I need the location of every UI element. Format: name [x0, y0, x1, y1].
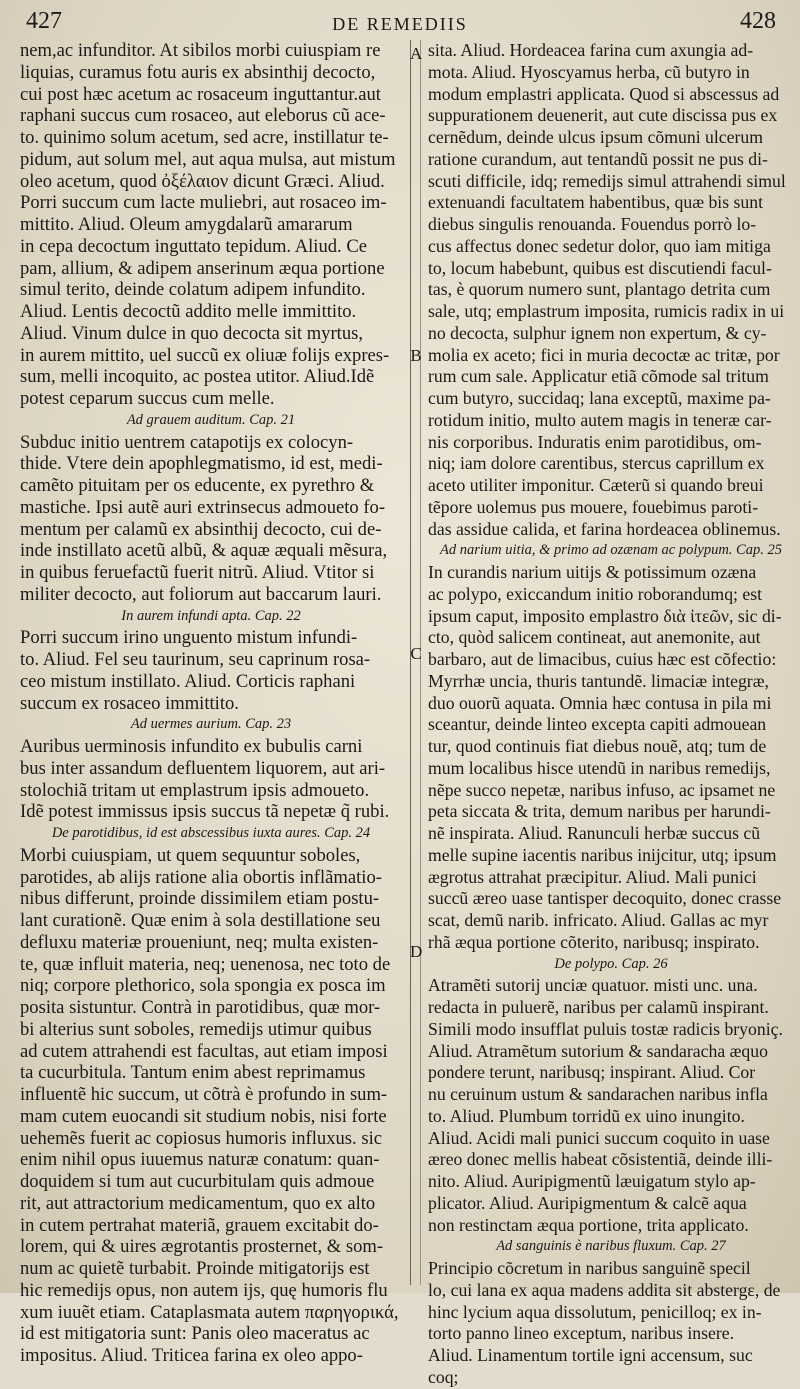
text-line: ad cutem attrahendi est facultas, aut etiam imposi [20, 1040, 388, 1062]
page-number-left: 427 [26, 8, 62, 34]
text-line: torto panno lineo exceptum, naribus insere. [428, 1323, 735, 1344]
text-line: nis corporibus. Induratis enim parotidibus, om- [428, 431, 762, 452]
left-text-column [20, 40, 402, 1366]
margin-letter-a: A [410, 44, 423, 63]
text-line: nito. Aliud. Auripigmentũ læuigatum stylo ap- [428, 1171, 756, 1191]
text-line: tẽpore uolemus pus mouere, fouebimus paroti- [428, 496, 759, 517]
text-line: nẽpe succo nepetæ, naribus infuso, ac ipsamet ne [428, 779, 776, 800]
text-line: mum localibus hisce utendũ in naribus remedijs, [428, 757, 771, 778]
text-line: enim nihil opus iuuemus naturæ conatum: quan- [20, 1149, 380, 1171]
text-line: diebus singulis renouanda. Fouendus porrò lo- [428, 214, 757, 234]
text-line: pondere terunt, naribusq; inspirant. Aliud. Cor [428, 1062, 756, 1083]
page-number-right: 428 [740, 8, 776, 34]
text-line: ta cucurbitula. Tantum enim abest reprimamus [20, 1062, 366, 1084]
text-line: pam, allium, & adipem anserinum æqua portione [20, 257, 385, 279]
text-line: mastiche. Ipsi autẽ auri extrinsecus admoueto fo- [20, 496, 386, 518]
text-line: aceto utiliter imponitur. Cæterũ si quando breui [428, 475, 764, 495]
text-line: mota. Aliud. Hyoscyamus herba, cũ butyro in [428, 61, 750, 82]
text-line: bi alterius sunt soboles, remedijs utimur quibus [20, 1018, 372, 1040]
text-line: Aliud. Atramẽtum sutorium & sandaracha æquo [428, 1040, 768, 1061]
text-line: niq; iam dolore carentibus, stercus caprillum ex [428, 453, 765, 474]
text-line: mittito. Aliud. Oleum amygdalarũ amararum [20, 214, 353, 235]
text-line: rum cum sale. Applicatur etiã cõmode sal tritum [428, 366, 769, 387]
text-line: influentẽ hic succum, ut cõtrà è profundo in sum- [20, 1084, 388, 1105]
text-line: Morbi cuiuspiam, ut quem sequuntur soboles, [20, 844, 361, 866]
text-line: sum, melli incoquito, ac postea utitor. Aliud.Idẽ [20, 366, 375, 388]
text-line: hinc lycium aqua dissolutum, penicilloq; ex in- [428, 1301, 762, 1322]
text-line: Auribus uerminosis infundito ex bubulis carni [20, 736, 363, 757]
text-line: nẽ inspirata. Aliud. Ranunculi herbæ succus cũ [428, 823, 761, 843]
text-line: succũ æreo uase tantisper decoquito, donec crasse [428, 888, 782, 909]
text-line: sceantur, deinde linteo excepta capiti admouean [428, 714, 767, 735]
text-line: das assidue calida, et farina hordeacea oblinemus. [428, 518, 781, 539]
text-line: impositus. Aliud. Triticea farina ex oleo appo- [20, 1345, 363, 1366]
text-line: suppurationem deuenerit, aut cute discissa pus ex [428, 105, 778, 126]
margin-letter-b: B [410, 346, 422, 365]
text-line: id est mitigatoria sunt: Panis oleo maceratus ac [20, 1323, 370, 1345]
text-line: Subduc initio uentrem catapotijs ex colocyn- [20, 431, 354, 453]
text-line: Aliud. Lentis decoctũ addito melle immittito. [20, 301, 357, 322]
text-line: doquidem si tum aut cucurbitulam quis admoue [20, 1171, 375, 1192]
text-line: defluxu materiæ proueniunt, neq; multa existen- [20, 931, 379, 953]
text-line: niq; corpore plethorico, sola spongia ex posca im [20, 975, 386, 997]
text-line: Aliud. Vinum dulce in quo decocta sit myrtus, [20, 322, 363, 344]
text-line: cui post hæc acetum ac rosaceum inguttantur.aut [20, 83, 381, 105]
chapter-heading: Ad sanguinis è naribus fluxum. Cap. 27 [496, 1238, 726, 1255]
text-line: redacta in puluerẽ, naribus per calamũ inspirant. [428, 997, 769, 1017]
text-line: to. Aliud. Fel seu taurinum, seu caprinum rosa- [20, 649, 371, 670]
text-line: sita. Aliud. Hordeacea farina cum axungia ad- [428, 40, 754, 60]
text-line: liquias, curamus fotu auris ex absinthij decocto, [20, 61, 376, 83]
text-line: lant curationẽ. Quæ enim à sola destillatione seu [20, 910, 381, 931]
text-line: num ac quietẽ turbabit. Proinde mitigatorijs est [20, 1258, 370, 1279]
text-line: cus affectus donec sedetur dolor, quo iam mitiga [428, 235, 771, 256]
text-line: in quibus feruefactũ fuerit nitrũ. Aliud. Vtitor si [20, 562, 375, 583]
text-line: ratione curandum, aut tentandũ possit ne pus di- [428, 148, 768, 169]
text-line: succum ex rosaceo immittito. [20, 692, 239, 714]
text-line: ægrotus attrahat præcipitur. Aliud. Mali punici [428, 866, 757, 887]
chapter-heading: Ad uermes aurium. Cap. 23 [130, 716, 292, 733]
text-line: nibus differunt, proinde dissimilem etiam postu- [20, 888, 380, 910]
text-line: raphani succus cum rosaceo, aut eleborus cũ ace- [20, 105, 386, 127]
text-line: rit, aut attractorium medicamentum, quo ex alto [20, 1192, 376, 1214]
text-line: hic remedijs opus, non autem ijs, quę humoris flu [20, 1279, 388, 1301]
text-line: coq; [428, 1366, 459, 1387]
text-line: oleo acetum, quod ὀξέλαιον dicunt Græci. Aliud. [20, 170, 385, 192]
text-line: duo ouorũ aquata. Omnia hæc contusa in pila mi [428, 692, 772, 713]
text-line: uehemẽs fuerit ac copiosus humoris influxus. sic [20, 1127, 382, 1149]
text-line: Porri succum cum lacte muliebri, aut rosaceo im- [20, 192, 387, 214]
text-line: militer decocto, aut foliorum aut baccarum lauri. [20, 583, 382, 605]
text-line: thide. Vtere dein apophlegmatismo, id est, medi- [20, 453, 383, 475]
text-line: æreo donec mellis habeat cõsistentiã, deinde illi- [428, 1149, 773, 1170]
text-line: non restinctam æqua portione, trita applicato. [428, 1214, 749, 1235]
text-line: Myrrhæ uncia, thuris tantundẽ. limaciæ integræ, [428, 670, 769, 691]
text-line: cum butyro, succidaq; lana exceptũ, maxime pa- [428, 388, 771, 408]
text-line: plicator. Aliud. Auripigmentum & calcẽ aqua [428, 1192, 747, 1213]
text-line: ac polypo, exiccandum initio roborandumq; est [428, 583, 763, 604]
text-line: sale, utq; emplastrum imposita, rumicis radix in ui [428, 301, 785, 321]
text-line: to, locum habebunt, quibus est discutiendi facul- [428, 257, 772, 278]
text-line: inde instillato acetũ albũ, & aquæ æquali mẽsura, [20, 540, 388, 562]
text-line: ceo mistum instillato. Aliud. Corticis raphani [20, 670, 356, 692]
text-line: scuti difficile, idq; remedijs simul attrahendi simul [428, 170, 786, 191]
text-line: potest ceparum succus cum melle. [20, 388, 275, 409]
text-line: posita sistuntur. Contrà in parotidibus, quæ mor- [20, 997, 381, 1018]
text-line: tas, è quorum numero sunt, plantago detrita cum [428, 279, 771, 300]
text-line: mentum per calamũ ex absinthij decocto, cui de- [20, 518, 382, 540]
text-line: no decocta, sulphur ignem non expertum, & cy- [428, 322, 767, 343]
text-line: parotides, ab alijs ratione alia obortis inflãmatio- [20, 866, 382, 888]
text-line: Principio cõcretum in naribus sanguinẽ specil [428, 1258, 751, 1278]
text-line: to. Aliud. Plumbum torridũ ex uino inungito. [428, 1105, 745, 1126]
text-line: cernẽdum, deinde ulcus ipsum cõmuni ulcerum [428, 127, 763, 147]
chapter-heading: Ad narium uitia, & primo ad ozænam ac polypum. Cap. 25 [440, 542, 782, 559]
text-line: Atramẽti sutorij unciæ quatuor. misti unc. una. [428, 975, 758, 996]
text-line: simul terito, deinde colatum adipem infundito. [20, 279, 366, 301]
chapter-heading: De polypo. Cap. 26 [554, 955, 668, 972]
margin-letter-c: C [410, 644, 422, 663]
text-line: ipsum caput, imposito emplastro διὰ ἰτεῶν, sic di- [428, 605, 782, 626]
text-line: in aurem mittito, uel succũ ex oliuæ folijs expres- [20, 344, 390, 366]
text-line: te, quæ influit materia, neq; uenenosa, nec toto de [20, 953, 391, 975]
text-line: rhã æqua portione cõterito, naribusq; inspirato. [428, 931, 760, 952]
text-line: scat, demũ narib. infricato. Aliud. Gallas ac myr [428, 910, 769, 930]
text-line: barbaro, aut de limacibus, cuius hæc est cõfectio: [428, 649, 777, 669]
text-line: rotidum initio, multo autem magis in teneræ car- [428, 409, 772, 430]
right-text-column [428, 40, 794, 1387]
chapter-heading: In aurem infundi apta. Cap. 22 [121, 607, 301, 624]
text-line: camẽto pituitam per os educente, ex pyrethro & [20, 475, 375, 496]
text-line: peta siccata & trita, demum naribus per harundi- [428, 801, 771, 822]
text-line: cto, quòd salicem contineat, aut anemonite, aut [428, 627, 761, 648]
text-line: nu ceruinum ustum & sandarachen naribus infla [428, 1084, 768, 1104]
page-header [0, 4, 800, 38]
text-line: pidum, aut solum mel, aut aqua mulsa, aut mistum [20, 148, 396, 170]
text-line: Porri succum irino unguento mistum infundi- [20, 627, 358, 649]
text-line: lo, cui lana ex aqua madens addita sit abstergε, de [428, 1279, 781, 1300]
running-title: DE REMEDIIS [332, 14, 468, 34]
chapter-heading: Ad grauem auditum. Cap. 21 [126, 411, 296, 428]
margin-letter-d: D [410, 942, 423, 961]
text-line: in cutem pertrahat materiã, grauem excitabit do- [20, 1214, 379, 1236]
text-line: stolochiã tritam ut emplastrum ipsis admoueto. [20, 779, 370, 801]
text-line: modum emplastri applicata. Quod si abscessus ad [428, 83, 780, 104]
text-line: molia ex aceto; fici in muria decoctæ ac tritæ, por [428, 344, 780, 365]
text-line: bus inter assandum defluentem liquorem, aut ari- [20, 757, 386, 779]
text-line: In curandis narium uitijs & potissimum ozæna [428, 562, 757, 582]
text-line: mam cutem euocandi sit studium nobis, nisi forte [20, 1105, 387, 1127]
text-line: lorem, qui & uires ægrotantis prosternet, & som- [20, 1236, 384, 1258]
text-line: Aliud. Linamentum tortile igni accensum, suc [428, 1345, 753, 1365]
text-line: tur, quod continuis fiat diebus nouẽ, atq; tum de [428, 736, 767, 756]
text-line: Idẽ potest immissus ipsis succus tã nepetæ q̃ rubi. [20, 801, 390, 823]
text-line: Simili modo insufflat puluis tostæ radicis bryoniç. [428, 1018, 783, 1039]
text-line: melle supine iacentis naribus inijcitur, utq; ipsum [428, 844, 777, 865]
text-line: nem,ac infunditor. At sibilos morbi cuiuspiam re [20, 40, 381, 61]
chapter-heading: De parotidibus, id est abscessibus iuxta aures. Cap. 24 [51, 825, 371, 841]
text-line: to. quinimo solum acetum, sed acre, instillatur te- [20, 127, 389, 148]
text-line: extenuandi facultatem habentibus, quæ bis sunt [428, 192, 764, 213]
text-line: in cepa decoctum inguttato tepidum. Aliud. Ce [20, 235, 368, 257]
text-line: xum iuuẽt etiam. Cataplasmata autem παρηγορικά, [20, 1301, 399, 1323]
text-line: Aliud. Acidi mali punici succum coquito in uase [428, 1127, 770, 1148]
